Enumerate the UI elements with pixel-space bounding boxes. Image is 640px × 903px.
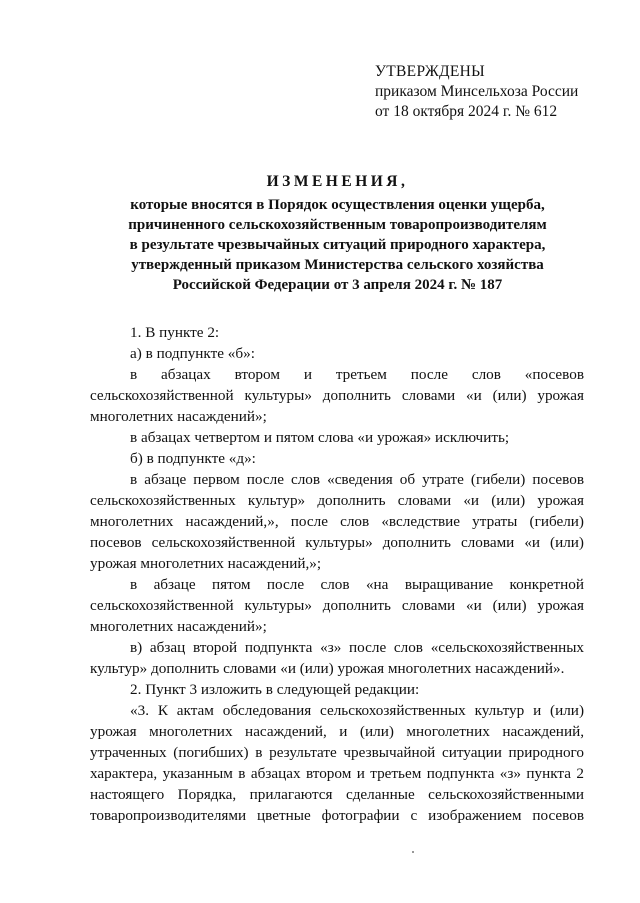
body-line: урожая многолетних насаждений,»; xyxy=(90,555,322,572)
document-title xyxy=(90,172,585,295)
approval-date-line: от 18 октября 2024 г. № 612 xyxy=(375,103,558,120)
body-line: 2. Пункт 3 изложить в следующей редакции: xyxy=(130,681,420,698)
body-line: характера, указанным в абзацах втором и третьем подпункта «з» пункта 2 xyxy=(90,765,584,782)
body-line: урожая многолетних насаждений, и (или) многолетних насаждений, xyxy=(90,723,584,740)
title-line: Российской Федерации от 3 апреля 2024 г. № 187 xyxy=(172,277,503,293)
body-line: в абзацах втором и третьем после слов «посевов xyxy=(130,366,584,383)
title-line: утвержденный приказом Министерства сельского хозяйства xyxy=(131,257,544,273)
title-heading: ИЗМЕНЕНИЯ, xyxy=(266,173,409,190)
body-line: многолетних насаждений,», после слов «вследствие утраты (гибели) xyxy=(90,513,584,530)
body-line: посевов сельскохозяйственной культуры» дополнить словами «и (или) xyxy=(90,534,584,551)
title-line: в результате чрезвычайных ситуаций природного характера, xyxy=(129,237,546,253)
body-line: «3. К актам обследования сельскохозяйственных культур и (или) xyxy=(130,702,584,719)
body-line: сельскохозяйственных культур» дополнить словами «и (или) урожая xyxy=(90,492,584,509)
body-line: многолетних насаждений»; xyxy=(90,408,267,425)
body-line: б) в подпункте «д»: xyxy=(130,450,256,467)
body-line: в абзаце первом после слов «сведения об утрате (гибели) посевов xyxy=(130,471,584,488)
body-line: культур» дополнить словами «и (или) урожая многолетних насаждений». xyxy=(90,660,565,677)
document-body xyxy=(90,322,584,826)
body-line: в абзацах четвертом и пятом слова «и урожая» исключить; xyxy=(130,429,510,446)
body-line: 1. В пункте 2: xyxy=(130,324,220,341)
approval-stamp xyxy=(375,62,578,122)
title-line: которые вносятся в Порядок осуществления оценки ущерба, xyxy=(130,197,545,213)
approval-order-line: приказом Минсельхоза России xyxy=(375,83,579,100)
body-line: настоящего Порядка, прилагаются сделанные сельскохозяйственными xyxy=(90,786,584,803)
body-line: сельскохозяйственной культуры» дополнить словами «и (или) урожая xyxy=(90,597,584,614)
body-line: в абзаце пятом после слов «на выращивание конкретной xyxy=(130,576,584,593)
body-line: а) в подпункте «б»: xyxy=(130,345,255,362)
body-line: сельскохозяйственной культуры» дополнить словами «и (или) урожая xyxy=(90,387,584,404)
scan-speck xyxy=(412,851,414,853)
title-line: причиненного сельскохозяйственным товаропроизводителям xyxy=(128,217,547,233)
body-line: в) абзац второй подпункта «з» после слов «сельскохозяйственных xyxy=(130,639,584,656)
approval-heading: УТВЕРЖДЕНЫ xyxy=(375,63,485,80)
body-line: многолетних насаждений»; xyxy=(90,618,267,635)
body-line: товаропроизводителями цветные фотографии с изображением посевов xyxy=(90,807,584,824)
body-line: утраченных (погибших) в результате чрезвычайной ситуации природного xyxy=(90,744,584,761)
